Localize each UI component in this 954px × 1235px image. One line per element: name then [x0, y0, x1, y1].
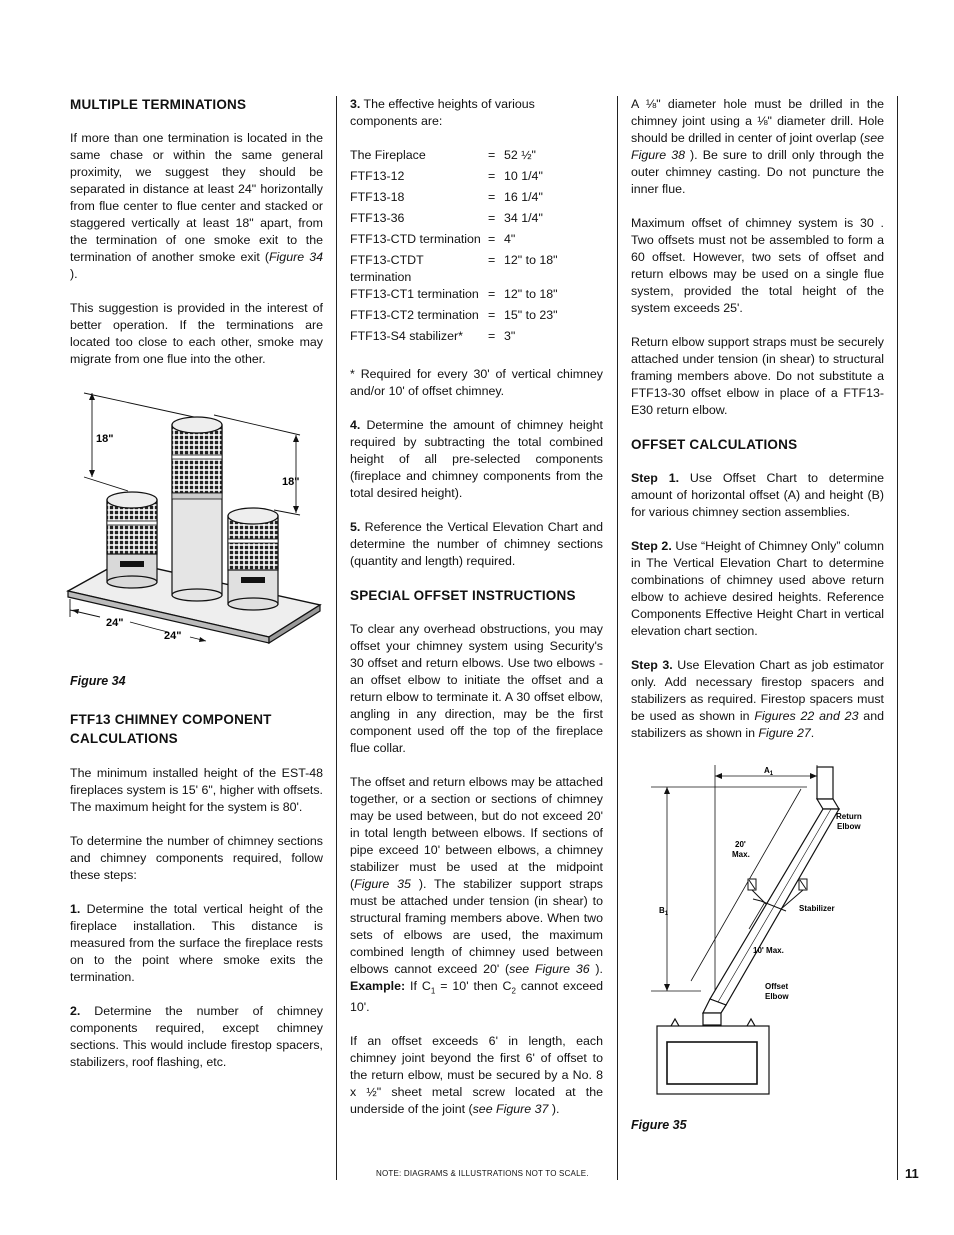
page-number: 11 [905, 1166, 919, 1181]
dimension-label-b1: $B_1$ [659, 906, 669, 917]
table-row: FTF13-CTD termination = 4" [350, 232, 516, 246]
offset-step-1: Step 1. Use Offset Chart to determine amount of horizontal offset (A) and height (B) for various chimney section assemblies. [631, 471, 884, 519]
label-20-max-1: 20' [735, 840, 746, 849]
dimension-label-24-right: 24" [164, 630, 182, 642]
table-row: FTF13-18 = 16 1/4" [350, 190, 543, 204]
step-2: 2. Determine the number of chimney components required, except chimney sections. This would include firestop spacers, stabilizers, roof flashing, etc. [70, 1004, 323, 1069]
paragraph-support-straps: Return elbow support straps must be securely attached under tension (in shear) to structural framing members above. Do not substitute a FTF13-30 offset elbow in place of a FTF13-E30 return elbow. [631, 335, 884, 417]
table-row: FTF13-CTDT termination = 12" to 18" [350, 253, 558, 284]
heading-multiple-terminations: MULTIPLE TERMINATIONS [70, 97, 247, 112]
figures-22-23-reference: Figures 22 and 23 [754, 709, 859, 723]
figure-34-reference: Figure 34 [268, 250, 323, 264]
label-10-max: 10' Max. [753, 946, 784, 955]
offset-step-3: Step 3. Use Elevation Chart as job estimator only. Add necessary firestop spacers and stabilizers as required. Firestop spacers must be used as shown in Figures 22 and 23 and stabilizers as shown in Figure 27. [631, 658, 884, 740]
label-stabilizer: Stabilizer [799, 904, 835, 913]
stabilizer-footnote: * Required for every 30' of vertical chimney and/or 10' of offset chimney. [350, 367, 603, 398]
table-row: FTF13-36 = 34 1/4" [350, 211, 543, 225]
table-row: FTF13-CT1 termination = 12" to 18" [350, 287, 558, 301]
component-heights-table [350, 147, 558, 349]
column-divider-3 [897, 96, 898, 1180]
table-row: FTF13-S4 stabilizer* = 3" [350, 329, 516, 343]
table-row: The Fireplace = 52 ½" [350, 148, 536, 162]
step-1: 1. Determine the total vertical height of the fireplace installation. This distance is measured from the surface the fireplace rests on to the point where smoke exits the termination. [70, 902, 323, 984]
paragraph-multiple-terminations: If more than one termination is located in the same chase or within the same general proximity, we suggest they should be separated in distance at least 24" horizontally from flue center to flue center and stacked or staggered vertically at least 18" apart, from the termination of one smoke exit to the termination of another smoke exit (Figure 34 ). [70, 131, 323, 281]
figure-34-caption: Figure 34 [70, 674, 126, 688]
right-termination-chimney [228, 508, 278, 610]
column-divider-2 [617, 96, 618, 1180]
paragraph-offset-exceeds: If an offset exceeds 6' in length, each chimney joint beyond the first 6' of offset to the return elbow, must be secured by a No. 8 x ½" sheet metal screw located at the underside of the joint (see Figure 37 ). [350, 1034, 603, 1117]
heading-ftf13-calculations: FTF13 CHIMNEY COMPONENT CALCULATIONS [70, 712, 272, 746]
label-return-elbow-1: Return [836, 812, 862, 821]
label-offset-elbow-1: Offset [765, 982, 789, 991]
paragraph-minimum-height: The minimum installed height of the EST-48 fireplaces system is 15' 6", higher with offsets. The maximum height for the system is 80'. [70, 766, 323, 814]
table-row: FTF13-CT2 termination = 15" to 23" [350, 308, 558, 322]
figure-35-offset-diagram [631, 759, 884, 1099]
label-return-elbow-2: Elbow [837, 822, 861, 831]
offset-step-2: Step 2. Use “Height of Chimney Only” column in The Vertical Elevation Chart to determine combinations of chimney used above return elbow to achieve desired heights. Reference Components Effective Height Chart in vertical elevation chart section. [631, 539, 884, 638]
figure-36-reference: see Figure 36 [509, 962, 590, 976]
figure-35-reference: Figure 35 [354, 877, 411, 891]
dimension-label-24-left: 24" [106, 617, 124, 629]
label-20-max-2: Max. [732, 850, 750, 859]
paragraph-better-operation: This suggestion is provided in the interest of better operation. If the terminations are located too close to each other, smoke may migrate from one flue into the other. [70, 301, 323, 366]
step-3: 3. The effective heights of various components are: [350, 97, 535, 128]
column-2 [350, 96, 603, 1135]
figure-34-multiple-terminations-illustration [64, 385, 324, 670]
figure-37-reference: see Figure 37 [472, 1102, 549, 1117]
column-1 [70, 96, 323, 1088]
step-4: 4. Determine the amount of chimney height required by subtracting the total combined height of all pre-selected components (fireplace and chimney components from the total desired height). [350, 418, 603, 500]
tall-termination-chimney [172, 417, 222, 601]
figure-38-reference: see Figure 38 [631, 131, 884, 162]
footer-note: NOTE: DIAGRAMS & ILLUSTRATIONS NOT TO SCALE. [376, 1169, 589, 1178]
paragraph-overhead-obstructions: To clear any overhead obstructions, you may offset your chimney system using Security's 30 offset and return elbows. Use two elbows - an offset elbow to initiate the offset and a return elbow to terminate it. A 30 offset elbow, angling in any direction, may be the first component used off the top of the fireplace flue collar. [350, 622, 603, 755]
figure-27-reference: Figure 27 [758, 726, 811, 740]
label-offset-elbow-2: Elbow [765, 992, 789, 1001]
return-elbow [817, 767, 839, 809]
paragraph-maximum-offset: Maximum offset of chimney system is 30 . Two offsets must not be assembled to form a 60 offset. However, two sets of offset and return elbows may be used on a single flue system, provided the total height of the system exceeds 25'. [631, 216, 884, 315]
step-5: 5. Reference the Vertical Elevation Chart and determine the number of chimney sections (quantity and length) required. [350, 520, 603, 568]
figure-35-caption: Figure 35 [631, 1118, 687, 1132]
heading-offset-calculations: OFFSET CALCULATIONS [631, 437, 798, 452]
fireplace-unit [657, 1019, 769, 1094]
dimension-label-18-right: 18" [282, 476, 300, 488]
heading-special-offset: SPECIAL OFFSET INSTRUCTIONS [350, 588, 576, 603]
column-3 [631, 96, 884, 1151]
table-row: FTF13-12 = 10 1/4" [350, 169, 543, 183]
paragraph-drill-hole: A ⅛" diameter hole must be drilled in the chimney joint using a ⅛" diameter drill. Hole should be drilled in center of joint overlap (see Figure 38 ). Be sure to drill only through the outer chimney casting. Do not puncture the inner flue. [631, 97, 884, 196]
column-divider-1 [336, 96, 337, 1180]
paragraph-determine-sections: To determine the number of chimney sections and chimney components required, follow these steps: [70, 834, 323, 882]
dimension-label-18-left: 18" [96, 433, 114, 445]
paragraph-elbows-attached: The offset and return elbows may be attached together, or a section or sections of chimney may be used between, but do not exceed 20' in total length between elbows. If sections of pipe exceed 10' between elbows, a chimney stabilizer must be used at the midpoint (Figure 35 ). The stabilizer support straps must be attached under tension (in shear) to structural framing members above. When two sets of elbows are used, the maximum combined length of chimney used between elbows cannot exceed 20' (see Figure 36 ). Example: If $C_1 = 10'$ then $C_2$ cannot exceed 10'. [350, 775, 604, 1015]
dimension-label-a1: $A_1$ [764, 766, 774, 777]
left-termination-chimney [107, 492, 157, 588]
